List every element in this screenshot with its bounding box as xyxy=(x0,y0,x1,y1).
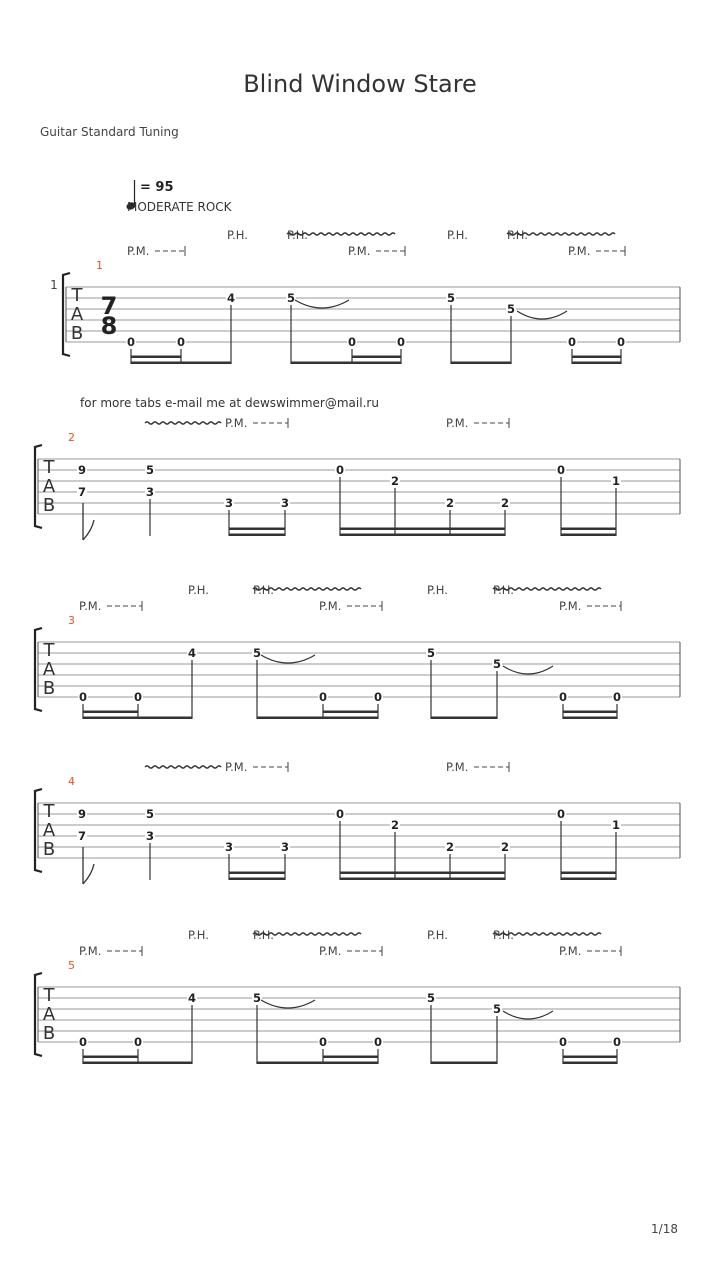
tab-note: 3 xyxy=(280,496,290,510)
tab-note: 2 xyxy=(390,818,400,832)
tab-clef-b: B xyxy=(42,839,56,860)
note-beam xyxy=(563,1062,617,1065)
tab-note: 9 xyxy=(77,807,87,821)
tab-note: 0 xyxy=(347,335,357,349)
tab-clef-b: B xyxy=(42,495,56,516)
vibrato-wave xyxy=(145,766,221,768)
tab-note: 0 xyxy=(373,690,383,704)
tie-curve xyxy=(295,300,349,308)
tempo-value: = 95 xyxy=(140,180,174,195)
note-beam xyxy=(291,362,401,365)
palm-mute-label: P.M. xyxy=(319,944,342,958)
note-beam xyxy=(229,878,285,881)
pinch-harmonic-label: P.H. xyxy=(188,583,209,597)
vibrato-wave xyxy=(493,933,601,935)
vibrato-wave xyxy=(507,233,615,235)
tab-note: 5 xyxy=(492,657,502,671)
tab-note: 0 xyxy=(78,1035,88,1049)
tab-note: 0 xyxy=(558,1035,568,1049)
note-beam xyxy=(340,528,505,531)
credit-text: for more tabs e-mail me at dewswimmer@mail.ru xyxy=(80,396,379,410)
tab-note: 5 xyxy=(286,291,296,305)
tab-note: 0 xyxy=(176,335,186,349)
note-beam xyxy=(340,872,505,875)
measure-number: 1 xyxy=(96,259,103,272)
tab-note: 7 xyxy=(77,485,87,499)
note-beam xyxy=(563,717,617,720)
tab-note: 0 xyxy=(612,690,622,704)
note-beam xyxy=(83,717,192,720)
tab-clef-b: B xyxy=(42,678,56,699)
tie-curve xyxy=(261,1000,315,1008)
tab-note: 5 xyxy=(506,302,516,316)
palm-mute-label: P.M. xyxy=(559,944,582,958)
note-beam xyxy=(352,356,401,359)
tab-note: 0 xyxy=(126,335,136,349)
tab-clef-t: T xyxy=(43,801,55,822)
tab-note: 0 xyxy=(558,690,568,704)
vibrato-wave xyxy=(287,233,395,235)
note-beam xyxy=(131,356,181,359)
tab-note: 0 xyxy=(335,463,345,477)
pinch-harmonic-label: P.H. xyxy=(447,228,468,242)
note-beam xyxy=(563,1056,617,1059)
tab-clef-t: T xyxy=(71,285,83,306)
tie-curve xyxy=(503,1011,553,1019)
tab-note: 2 xyxy=(500,840,510,854)
tab-note: 0 xyxy=(556,463,566,477)
tie-curve xyxy=(261,655,315,663)
tab-clef-a: A xyxy=(42,476,56,497)
tab-clef-t: T xyxy=(43,640,55,661)
note-beam xyxy=(340,534,505,537)
palm-mute-label: P.M. xyxy=(568,244,591,258)
tab-note: 0 xyxy=(616,335,626,349)
palm-mute-label: P.M. xyxy=(79,944,102,958)
tab-note: 3 xyxy=(145,829,155,843)
tab-note: 5 xyxy=(145,463,155,477)
pinch-harmonic-label: P.H. xyxy=(427,928,448,942)
tab-note: 4 xyxy=(226,291,236,305)
time-sig-denominator: 8 xyxy=(100,312,118,340)
pinch-harmonic-label: P.H. xyxy=(427,583,448,597)
palm-mute-label: P.M. xyxy=(225,416,248,430)
tab-note: 1 xyxy=(611,818,621,832)
note-beam xyxy=(131,362,231,365)
tab-note: 0 xyxy=(78,690,88,704)
palm-mute-label: P.M. xyxy=(559,599,582,613)
tab-note: 0 xyxy=(133,690,143,704)
tab-note: 5 xyxy=(426,991,436,1005)
tab-clef-a: A xyxy=(42,659,56,680)
vibrato-wave xyxy=(493,588,601,590)
pinch-harmonic-label: P.H. xyxy=(188,928,209,942)
palm-mute-label: P.M. xyxy=(225,760,248,774)
tab-clef-t: T xyxy=(43,457,55,478)
note-flag xyxy=(83,847,94,884)
palm-mute-label: P.M. xyxy=(319,599,342,613)
palm-mute-label: P.M. xyxy=(348,244,371,258)
tab-clef-a: A xyxy=(42,820,56,841)
pinch-harmonic-label: P.H. xyxy=(253,583,274,597)
tab-note: 0 xyxy=(318,1035,328,1049)
pinch-harmonic-label: P.H. xyxy=(287,228,308,242)
measure-number: 5 xyxy=(68,959,75,972)
score-title: Blind Window Stare xyxy=(243,70,477,98)
note-beam xyxy=(572,362,621,365)
time-sig-numerator: 7 xyxy=(100,292,118,320)
tab-note: 7 xyxy=(77,829,87,843)
note-beam xyxy=(431,1062,497,1065)
note-beam xyxy=(561,872,616,875)
measure-number: 4 xyxy=(68,775,75,788)
tab-note: 1 xyxy=(611,474,621,488)
vibrato-wave xyxy=(253,933,361,935)
note-beam xyxy=(340,878,505,881)
tab-note: 0 xyxy=(373,1035,383,1049)
note-beam xyxy=(229,528,285,531)
note-beam xyxy=(257,717,378,720)
pinch-harmonic-label: P.H. xyxy=(493,583,514,597)
note-beam xyxy=(561,528,616,531)
pinch-harmonic-label: P.H. xyxy=(227,228,248,242)
palm-mute-label: P.M. xyxy=(79,599,102,613)
palm-mute-label: P.M. xyxy=(446,416,469,430)
page-number: 1/18 xyxy=(651,1222,678,1236)
note-beam xyxy=(561,534,616,537)
tab-clef-a: A xyxy=(42,1004,56,1025)
tab-note: 0 xyxy=(335,807,345,821)
tuning-text: Guitar Standard Tuning xyxy=(40,125,179,139)
note-beam xyxy=(323,711,378,714)
measure-number: 2 xyxy=(68,431,75,444)
tab-note: 4 xyxy=(187,646,197,660)
note-beam xyxy=(572,356,621,359)
pinch-harmonic-label: P.H. xyxy=(507,228,528,242)
tab-note: 2 xyxy=(390,474,400,488)
tab-note: 4 xyxy=(187,991,197,1005)
note-beam xyxy=(451,362,511,365)
tab-note: 5 xyxy=(446,291,456,305)
tab-note: 0 xyxy=(318,690,328,704)
note-beam xyxy=(229,534,285,537)
palm-mute-label: P.M. xyxy=(127,244,150,258)
note-beam xyxy=(257,1062,378,1065)
note-beam xyxy=(83,1062,192,1065)
note-beam xyxy=(561,878,616,881)
vibrato-wave xyxy=(253,588,361,590)
note-flag xyxy=(83,503,94,540)
tab-note: 2 xyxy=(445,496,455,510)
tab-note: 5 xyxy=(252,991,262,1005)
tab-note: 3 xyxy=(280,840,290,854)
tab-note: 0 xyxy=(396,335,406,349)
system-number: 1 xyxy=(50,278,58,292)
tab-clef-b: B xyxy=(70,323,84,344)
note-beam xyxy=(431,717,497,720)
pinch-harmonic-label: P.H. xyxy=(253,928,274,942)
measure-number: 3 xyxy=(68,614,75,627)
style-text: MODERATE ROCK xyxy=(127,200,232,214)
tie-curve xyxy=(517,311,567,319)
tab-clef-b: B xyxy=(42,1023,56,1044)
tab-clef-a: A xyxy=(70,304,84,325)
tab-note: 5 xyxy=(426,646,436,660)
tab-note: 5 xyxy=(492,1002,502,1016)
pinch-harmonic-label: P.H. xyxy=(493,928,514,942)
vibrato-wave xyxy=(145,422,221,424)
tab-note: 5 xyxy=(252,646,262,660)
tab-note: 0 xyxy=(612,1035,622,1049)
palm-mute-label: P.M. xyxy=(446,760,469,774)
tab-note: 0 xyxy=(567,335,577,349)
tab-note: 0 xyxy=(133,1035,143,1049)
tab-note: 2 xyxy=(500,496,510,510)
tab-note: 9 xyxy=(77,463,87,477)
note-beam xyxy=(83,1056,138,1059)
tab-clef-t: T xyxy=(43,985,55,1006)
tab-note: 5 xyxy=(145,807,155,821)
tab-note: 3 xyxy=(224,840,234,854)
tab-note: 0 xyxy=(556,807,566,821)
note-beam xyxy=(563,711,617,714)
note-beam xyxy=(229,872,285,875)
note-beam xyxy=(323,1056,378,1059)
tab-note: 3 xyxy=(145,485,155,499)
note-beam xyxy=(83,711,138,714)
tab-note: 2 xyxy=(445,840,455,854)
tab-note: 3 xyxy=(224,496,234,510)
tie-curve xyxy=(503,666,553,674)
